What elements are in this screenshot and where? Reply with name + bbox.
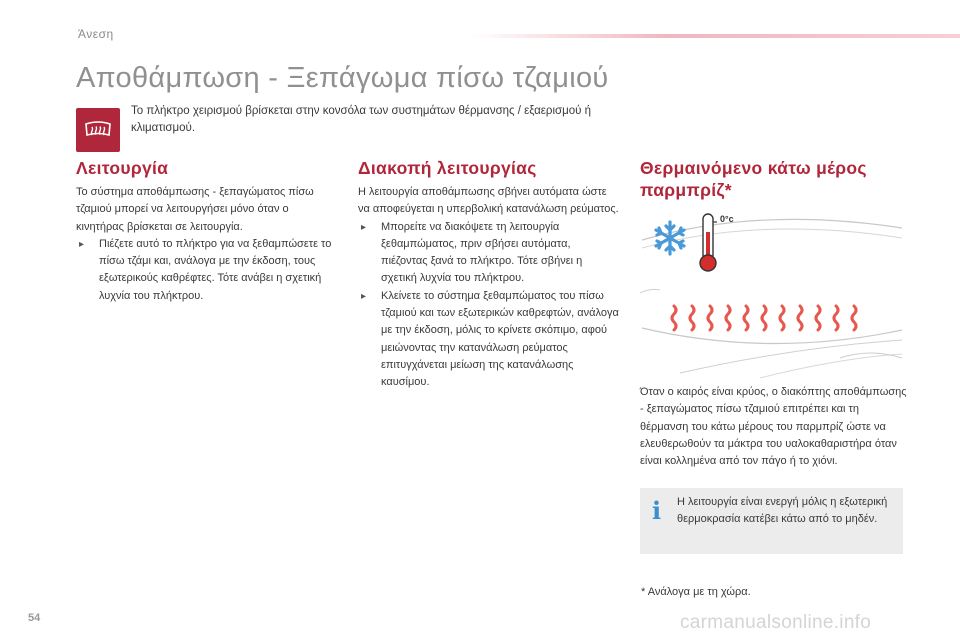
info-text: Η λειτουργία είναι ενεργή μόλις η εξωτερική θερμοκρασία κατέβει κάτω από το μηδέν. xyxy=(677,496,888,525)
bullet-arrow-icon: ▸ xyxy=(361,221,367,233)
col2-bullet-2 xyxy=(358,288,620,392)
rear-defrost-icon xyxy=(83,119,113,141)
col2-body xyxy=(358,184,620,392)
col2-bullet-2-text: Κλείνετε το σύστημα ξεθαμπώματος του πίσω τζαμιού και των εξωτερικών καθρεφτών, ανάλογα με την έκδοση, μόλις το κρίνετε σκόπιμο, αφού μειώνοντας την κατανάλωση ρεύματος επιτυγχάνεται μείωση της κατανάλωσης καυσίμου. xyxy=(381,289,619,389)
snowflake-icon xyxy=(656,222,684,254)
temperature-label: 0°c xyxy=(720,214,734,224)
windscreen-heating-diagram xyxy=(640,208,902,380)
col2-bullet-1 xyxy=(358,219,620,288)
header-rule xyxy=(470,34,960,38)
col1-paragraph: Το σύστημα αποθάμπωσης - ξεπαγώματος πίσω τζαμιού μπορεί να λειτουργήσει μόνο όταν ο κινητήρας βρίσκεται σε λειτουργία. xyxy=(76,186,314,233)
col2-bullet-1-text: Μπορείτε να διακόψετε τη λειτουργία ξεθαμπώματος, πριν σβήσει αυτόματα, πιέζοντας ξανά το πλήκτρο. Τότε σβήνει η σχετική λυχνία του πλήκτρου. xyxy=(381,220,583,285)
col1-bullet xyxy=(76,236,334,305)
col1-body xyxy=(76,184,334,305)
intro-text: Το πλήκτρο χειρισμού βρίσκεται στην κονσόλα των συστημάτων θέρμανσης / εξαερισμού ή κλιματισμού. xyxy=(131,105,592,134)
footnote: * Ανάλογα με τη χώρα. xyxy=(641,586,751,598)
col3-paragraph: Όταν ο καιρός είναι κρύος, ο διακόπτης αποθάμπωσης - ξεπαγώματος πίσω τζαμιού επιτρέπει και τη θέρμανση του κάτω μέρους του παρμπρίζ ώστε να ελευθερωθούν τα μάκτρα του υαλοκαθαριστήρα όταν είναι κολλημένα από τον πάγο ή το χιόνι. xyxy=(640,386,907,468)
col1-title: Λειτουργία xyxy=(76,158,169,178)
bullet-arrow-icon: ▸ xyxy=(361,290,367,302)
bullet-arrow-icon: ▸ xyxy=(79,238,85,250)
rear-defrost-button-icon xyxy=(76,108,120,152)
col2-title: Διακοπή λειτουργίας xyxy=(358,158,537,178)
info-icon: i xyxy=(652,496,662,525)
section-label: Άνεση xyxy=(78,27,114,41)
watermark: carmanualsonline.info xyxy=(680,612,872,633)
col3-title-line2: παρμπρίζ* xyxy=(640,180,732,200)
info-box xyxy=(640,488,903,554)
col1-bullet-text: Πιέζετε αυτό το πλήκτρο για να ξεθαμπώσετε το πίσω τζάμι και, ανάλογα με την έκδοση, τους εξωτερικούς καθρέφτες. Τότε ανάβει η σχετική λυχνία του πλήκτρου. xyxy=(99,237,332,302)
col3-title-line1: Θερμαινόμενο κάτω μέρος xyxy=(640,158,867,178)
col2-paragraph: Η λειτουργία αποθάμπωσης σβήνει αυτόματα ώστε να αποφεύγεται η υπερβολική κατανάλωση ρεύματος. xyxy=(358,186,619,216)
windscreen-illustration xyxy=(640,208,902,380)
page-title: Αποθάμπωση - Ξεπάγωμα πίσω τζαμιού xyxy=(76,62,609,94)
thermometer-icon xyxy=(700,214,717,271)
col3-title xyxy=(640,157,940,201)
page-number: 54 xyxy=(28,612,41,624)
